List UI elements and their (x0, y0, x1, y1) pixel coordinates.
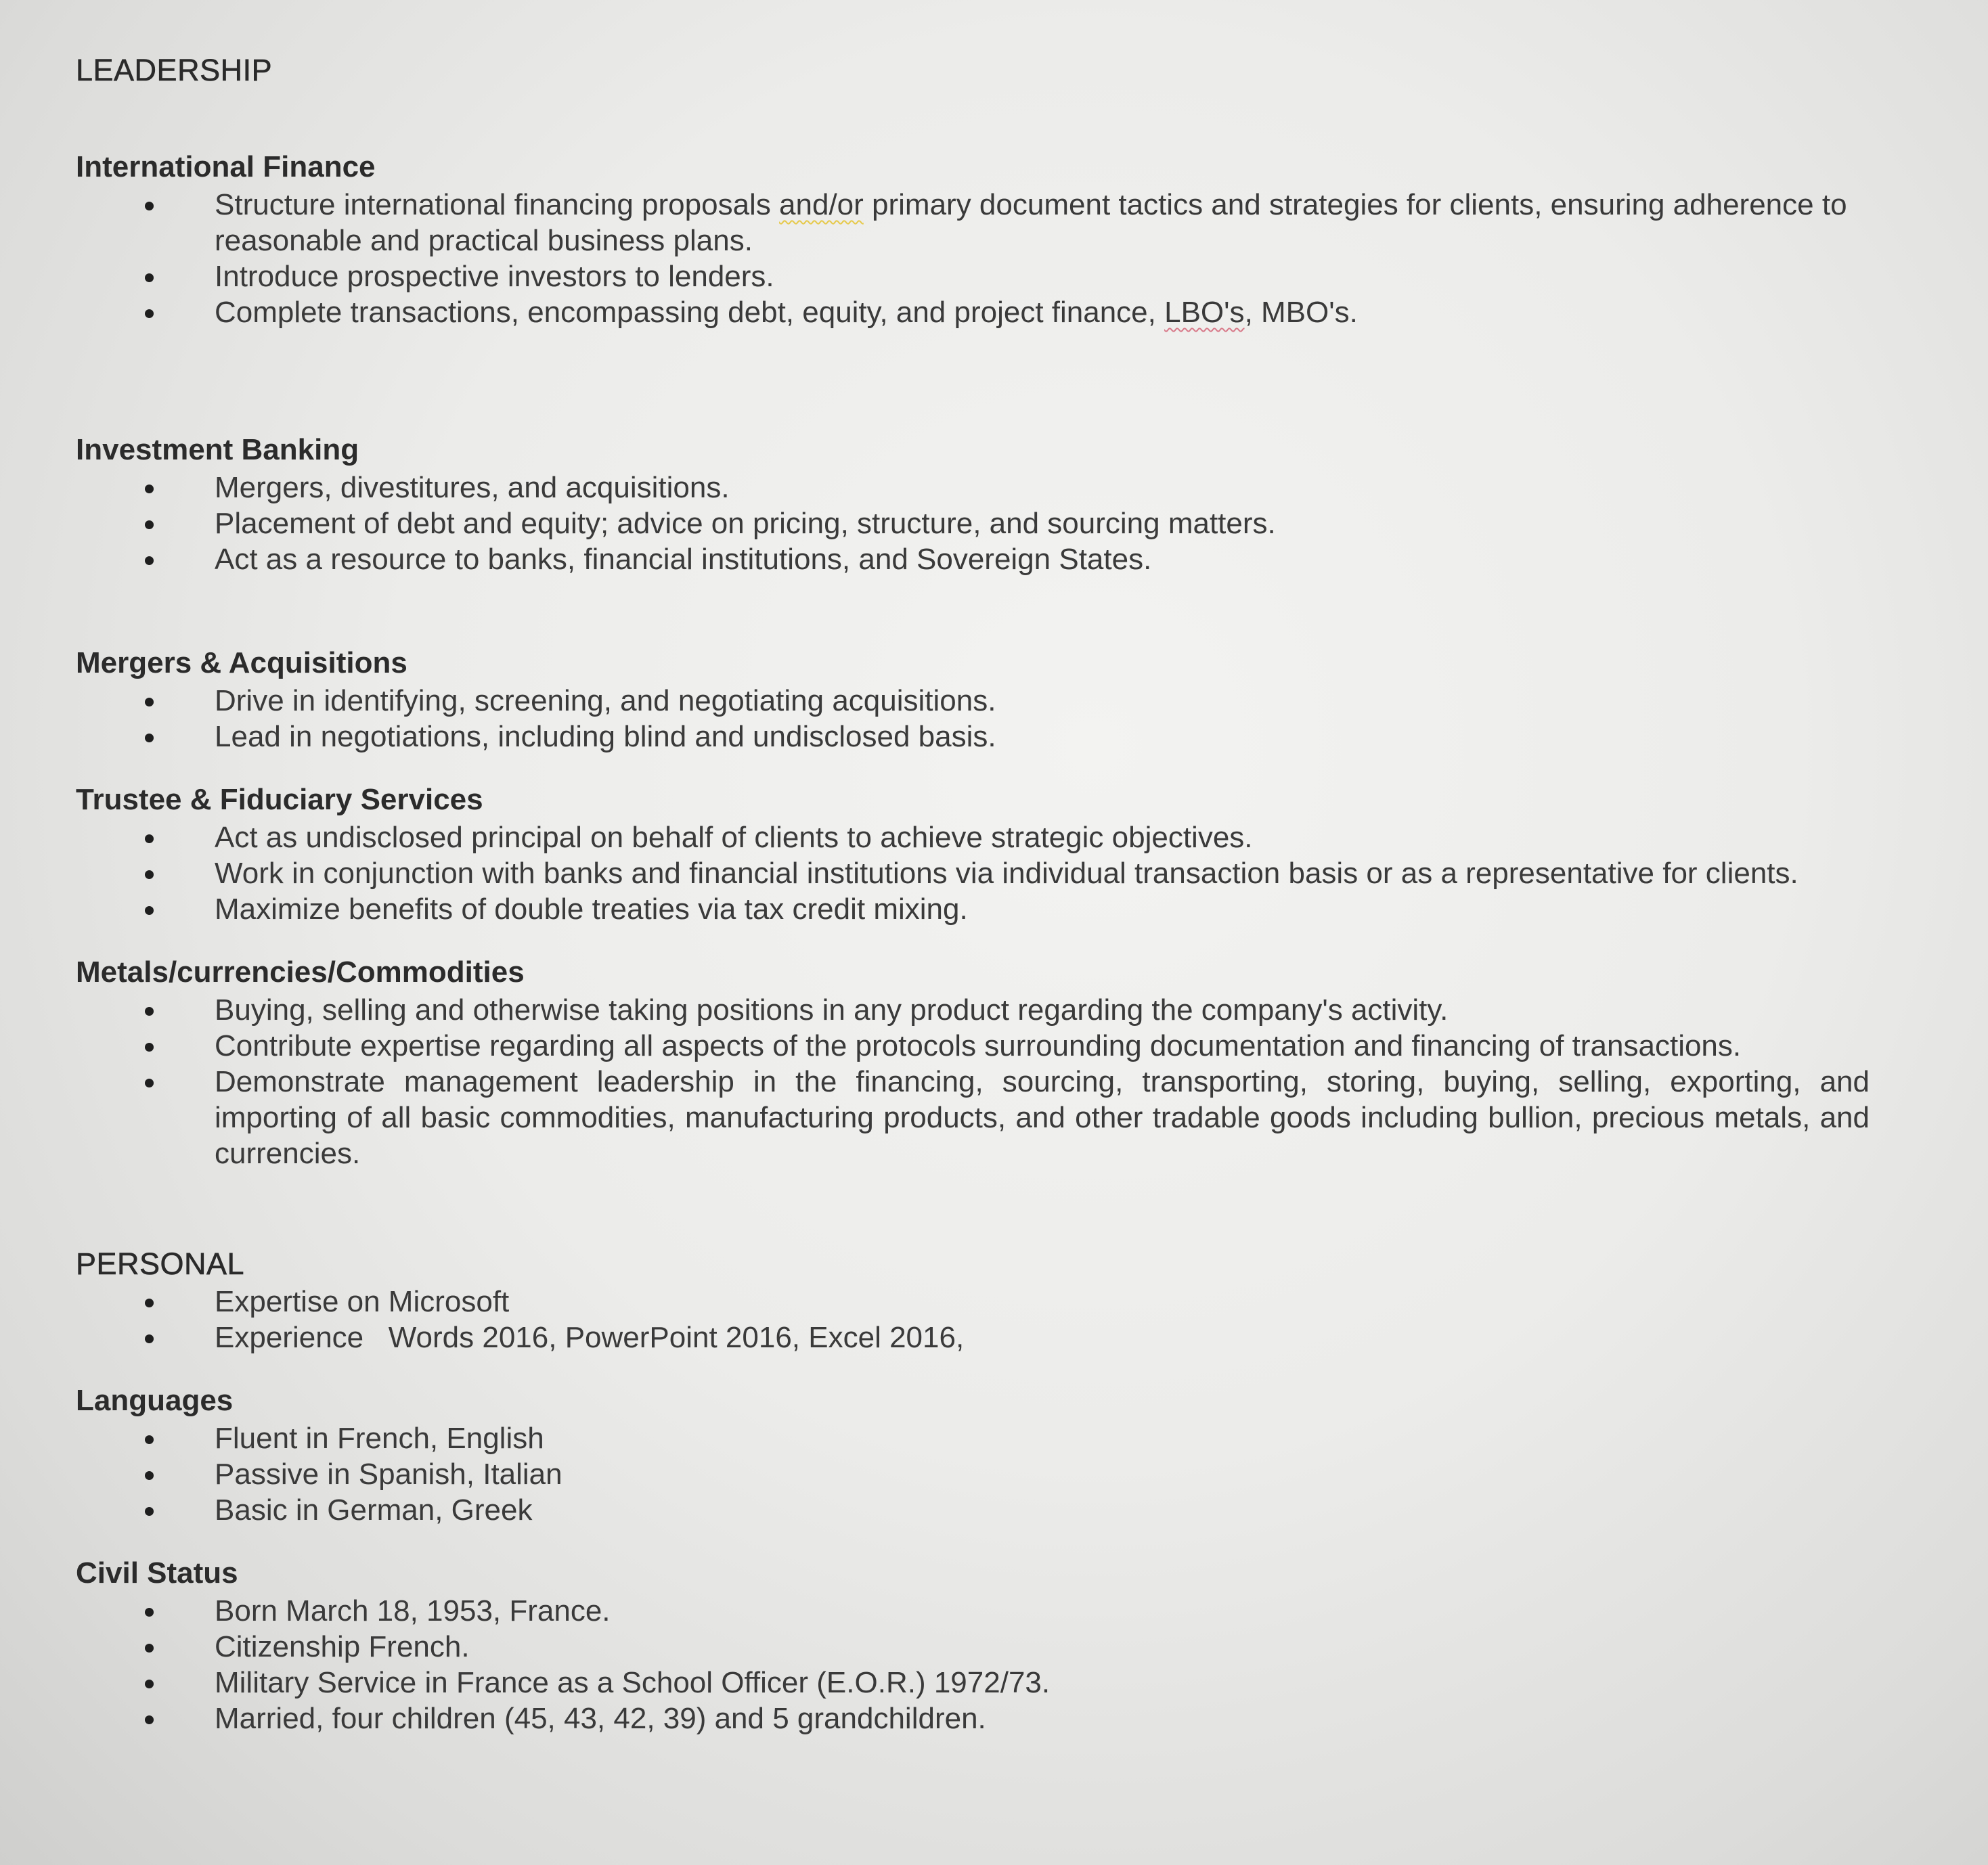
bullet-icon (145, 1043, 154, 1052)
bullet-icon (145, 1435, 154, 1444)
item-text: Married, four children (45, 43, 42, 39) and 5 grandchildren. (215, 1702, 986, 1735)
list-item (76, 541, 1917, 577)
bullet-list (76, 187, 1917, 330)
bullet-icon (145, 1334, 154, 1343)
spelling-flagged-text: LBO's (1164, 296, 1245, 329)
list-item (76, 719, 1917, 755)
list-item (76, 891, 1917, 927)
item-text: Born March 18, 1953, France. (215, 1594, 611, 1627)
grammar-flagged-text: and/or (779, 188, 864, 221)
bullet-list (76, 1593, 1917, 1736)
bullet-icon (145, 1007, 154, 1016)
bullet-icon (145, 1644, 154, 1653)
list-item (76, 1456, 1917, 1492)
section-metals-commodities (76, 953, 1917, 1171)
section-title: International Finance (76, 150, 376, 183)
list-item (76, 259, 1917, 294)
section-personal (76, 1244, 1917, 1355)
item-text: Contribute expertise regarding all aspects of the protocols surrounding documentation and financing of transactions. (215, 1029, 1742, 1062)
list-item (76, 187, 1917, 259)
list-item (76, 1028, 1917, 1064)
section-languages (76, 1381, 1917, 1528)
item-text: Lead in negotiations, including blind and undisclosed basis. (215, 720, 996, 753)
item-text: Basic in German, Greek (215, 1493, 533, 1527)
list-item (76, 1420, 1917, 1456)
bullet-icon (145, 1079, 154, 1087)
bullet-icon (145, 485, 154, 493)
bullet-icon (145, 1471, 154, 1480)
item-text: Act as a resource to banks, financial institutions, and Sovereign States. (215, 543, 1152, 576)
item-text: Fluent in French, English (215, 1422, 544, 1455)
list-item (76, 855, 1917, 891)
list-item (76, 505, 1917, 541)
item-text: Buying, selling and otherwise taking positions in any product regarding the company's activity. (215, 993, 1449, 1027)
bullet-list (76, 470, 1917, 577)
list-item (76, 1701, 1917, 1736)
section-title: Mergers & Acquisitions (76, 646, 407, 679)
bullet-list (76, 1420, 1917, 1528)
bullet-icon (145, 870, 154, 879)
item-text: Placement of debt and equity; advice on pricing, structure, and sourcing matters. (215, 507, 1276, 540)
section-trustee-fiduciary (76, 780, 1917, 927)
bullet-icon (145, 520, 154, 529)
item-text: Passive in Spanish, Italian (215, 1458, 562, 1491)
item-text: Experience Words 2016, PowerPoint 2016, Excel 2016, (215, 1321, 965, 1354)
list-item (76, 1665, 1917, 1701)
list-item (76, 683, 1917, 719)
list-item (76, 294, 1917, 330)
section-mergers-acquisitions (76, 644, 1917, 755)
section-title: Metals/currencies/Commodities (76, 956, 525, 989)
bullet-icon (145, 273, 154, 282)
item-text: Act as undisclosed principal on behalf of clients to achieve strategic objectives. (215, 821, 1253, 854)
item-text: Work in conjunction with banks and financial institutions via individual transaction basis or as a representative for clients. (215, 857, 1798, 890)
bullet-list (76, 819, 1917, 927)
list-item (76, 1064, 1917, 1171)
item-text: Introduce prospective investors to lenders. (215, 260, 774, 293)
item-text-end: primary document tactics and strategies for clients, ensuring adherence to (863, 188, 1847, 221)
item-text: Demonstrate management leadership in the financing, sourcing, transporting, storing, buying, selling, exporting, and importing of all basic commodities, manufacturing products, and other tradable goods including bullion, precious metals, and currencies. (215, 1065, 1870, 1170)
bullet-list (76, 1284, 1917, 1355)
item-text: Drive in identifying, screening, and negotiating acquisitions. (215, 684, 996, 717)
list-item (76, 992, 1917, 1028)
list-item (76, 1320, 1917, 1355)
item-text: Military Service in France as a School Officer (E.O.R.) 1972/73. (215, 1666, 1051, 1699)
section-title: Civil Status (76, 1556, 238, 1590)
bullet-list (76, 992, 1917, 1171)
item-text-end: , MBO's. (1244, 296, 1358, 329)
list-item (76, 1593, 1917, 1629)
bullet-list (76, 683, 1917, 755)
bullet-icon (145, 1507, 154, 1516)
item-text: Citizenship French. (215, 1630, 470, 1663)
bullet-icon (145, 1715, 154, 1724)
personal-heading: PERSONAL (76, 1246, 245, 1281)
list-item (76, 819, 1917, 855)
bullet-icon (145, 556, 154, 565)
item-text: Expertise on Microsoft (215, 1285, 510, 1318)
list-item (76, 1629, 1917, 1665)
item-text-start: Complete transactions, encompassing debt, equity, and project finance, (215, 296, 1165, 329)
bullet-icon (145, 1299, 154, 1307)
leadership-heading: LEADERSHIP (76, 53, 273, 87)
section-investment-banking (76, 430, 1917, 577)
bullet-icon (145, 202, 154, 210)
section-international-finance (76, 148, 1917, 330)
bullet-icon (145, 734, 154, 742)
list-item (76, 1492, 1917, 1528)
section-title: Languages (76, 1384, 234, 1417)
list-item (76, 470, 1917, 505)
bullet-icon (145, 834, 154, 843)
bullet-icon (145, 1608, 154, 1617)
list-item (76, 1284, 1917, 1320)
item-text-start: Structure international financing proposals (215, 188, 780, 221)
section-civil-status (76, 1554, 1917, 1736)
item-text: Maximize benefits of double treaties via tax credit mixing. (215, 893, 968, 926)
section-title: Investment Banking (76, 433, 359, 466)
bullet-icon (145, 698, 154, 706)
bullet-icon (145, 906, 154, 915)
item-text: Mergers, divestitures, and acquisitions. (215, 471, 730, 504)
bullet-icon (145, 1680, 154, 1688)
item-text-continuation: reasonable and practical business plans. (215, 224, 753, 257)
bullet-icon (145, 309, 154, 318)
resume-page (76, 53, 1917, 1736)
section-title: Trustee & Fiduciary Services (76, 783, 483, 816)
